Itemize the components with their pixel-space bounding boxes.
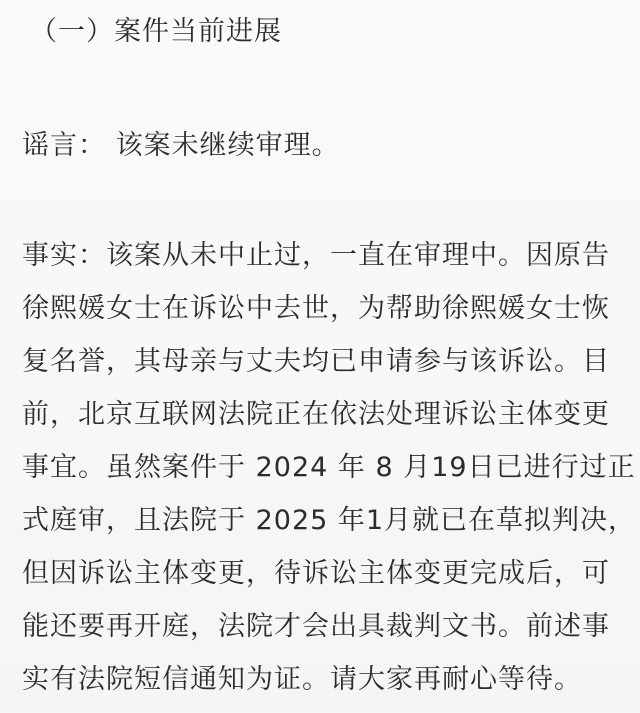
fact-line: 能还要再开庭，法院才会出具裁判文书。前述事 (22, 611, 610, 642)
fact-line: 但因诉讼主体变更，待诉讼主体变更完成后，可 (22, 558, 610, 589)
fact-line: 复名誉，其母亲与丈夫均已申请参与该诉讼。目 (22, 346, 610, 377)
fact-line: 式庭审，且法院于 2025 年1月就已在草拟判决， (22, 505, 637, 536)
fact-line: 事宜。虽然案件于 2024 年 8 月19日已进行过正 (22, 452, 636, 483)
fact-line: 徐熙媛女士在诉讼中去世，为帮助徐熙媛女士恢 (22, 293, 610, 324)
section-heading: （一）案件当前进展 (30, 16, 282, 47)
fact-line: 前，北京互联网法院正在依法处理诉讼主体变更 (22, 399, 610, 430)
fact-line: 事实：该案从未中止过，一直在审理中。因原告 (22, 240, 610, 271)
fact-line: 实有法院短信通知为证。请大家再耐心等待。 (22, 664, 582, 695)
rumor-statement: 谣言： 该案未继续审理。 (22, 130, 340, 161)
fact-paragraph (22, 236, 637, 713)
